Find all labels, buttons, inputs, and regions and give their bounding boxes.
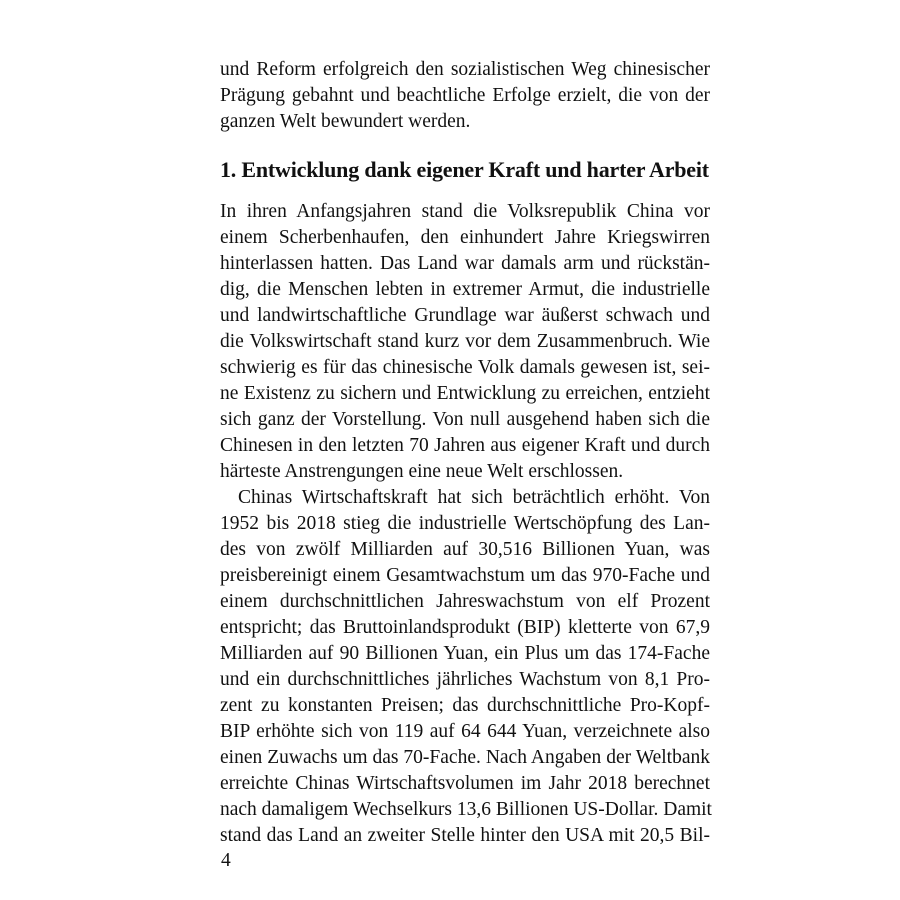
intro-line-2: Prägung gebahnt und beachtliche Erfolge erzielt, die von der xyxy=(220,85,710,106)
paragraph1-line-5: und landwirtschaftliche Grundlage war äußerst schwach und xyxy=(220,305,710,326)
paragraph2-line-5: einem durchschnittlichen Jahreswachstum von elf Prozent xyxy=(220,591,710,612)
section-heading: 1. Entwicklung dank eigener Kraft und harter Arbeit xyxy=(220,157,709,182)
paragraph1-line-7: schwierig es für das chinesische Volk damals gewesen ist, sei- xyxy=(220,357,710,378)
paragraph1-line-6: die Volkswirtschaft stand kurz vor dem Zusammenbruch. Wie xyxy=(220,331,710,352)
paragraph2-line-8: und ein durchschnittliches jährliches Wachstum von 8,1 Pro- xyxy=(220,669,710,690)
paragraph2-line-13: nach damaligem Wechselkurs 13,6 Billionen US-Dollar. Damit xyxy=(220,799,712,820)
paragraph2-line-9: zent zu konstanten Preisen; das durchschnittliche Pro-Kopf- xyxy=(220,695,710,716)
paragraph2-line-11: einen Zuwachs um das 70-Fache. Nach Angaben der Weltbank xyxy=(220,747,710,768)
paragraph2-line-14: stand das Land an zweiter Stelle hinter den USA mit 20,5 Bil- xyxy=(220,825,710,846)
page-number: 4 xyxy=(221,850,231,871)
paragraph2-line-4: preisbereinigt einem Gesamtwachstum um das 970-Fache und xyxy=(220,565,710,586)
paragraph2-line-2: 1952 bis 2018 stieg die industrielle Wertschöpfung des Lan- xyxy=(220,513,710,534)
paragraph1-line-4: dig, die Menschen lebten in extremer Armut, die industrielle xyxy=(220,279,710,300)
paragraph1-line-11: härteste Anstrengungen eine neue Welt erschlossen. xyxy=(220,461,624,482)
paragraph1-line-10: Chinesen in den letzten 70 Jahren aus eigener Kraft und durch xyxy=(220,435,710,456)
paragraph1-line-8: ne Existenz zu sichern und Entwicklung zu erreichen, entzieht xyxy=(220,383,710,404)
intro-line-3: ganzen Welt bewundert werden. xyxy=(220,111,471,132)
paragraph2-line-7: Milliarden auf 90 Billionen Yuan, ein Plus um das 174-Fache xyxy=(220,643,710,664)
paragraph2-line-1: Chinas Wirtschaftskraft hat sich beträchtlich erhöht. Von xyxy=(238,487,710,508)
paragraph1-line-9: sich ganz der Vorstellung. Von null ausgehend haben sich die xyxy=(220,409,710,430)
paragraph2-line-10: BIP erhöhte sich von 119 auf 64 644 Yuan, verzeichnete also xyxy=(220,721,710,742)
paragraph2-line-3: des von zwölf Milliarden auf 30,516 Billionen Yuan, was xyxy=(220,539,710,560)
paragraph1-line-2: einem Scherbenhaufen, den einhundert Jahre Kriegswirren xyxy=(220,227,710,248)
paragraph1-line-1: In ihren Anfangsjahren stand die Volksrepublik China vor xyxy=(220,201,710,222)
intro-line-1: und Reform erfolgreich den sozialistischen Weg chinesischer xyxy=(220,59,710,80)
paragraph2-line-6: entspricht; das Bruttoinlandsprodukt (BIP) kletterte von 67,9 xyxy=(220,617,710,638)
paragraph2-line-12: erreichte Chinas Wirtschaftsvolumen im Jahr 2018 berechnet xyxy=(220,773,710,794)
paragraph1-line-3: hinterlassen hatten. Das Land war damals arm und rückstän- xyxy=(220,253,710,274)
